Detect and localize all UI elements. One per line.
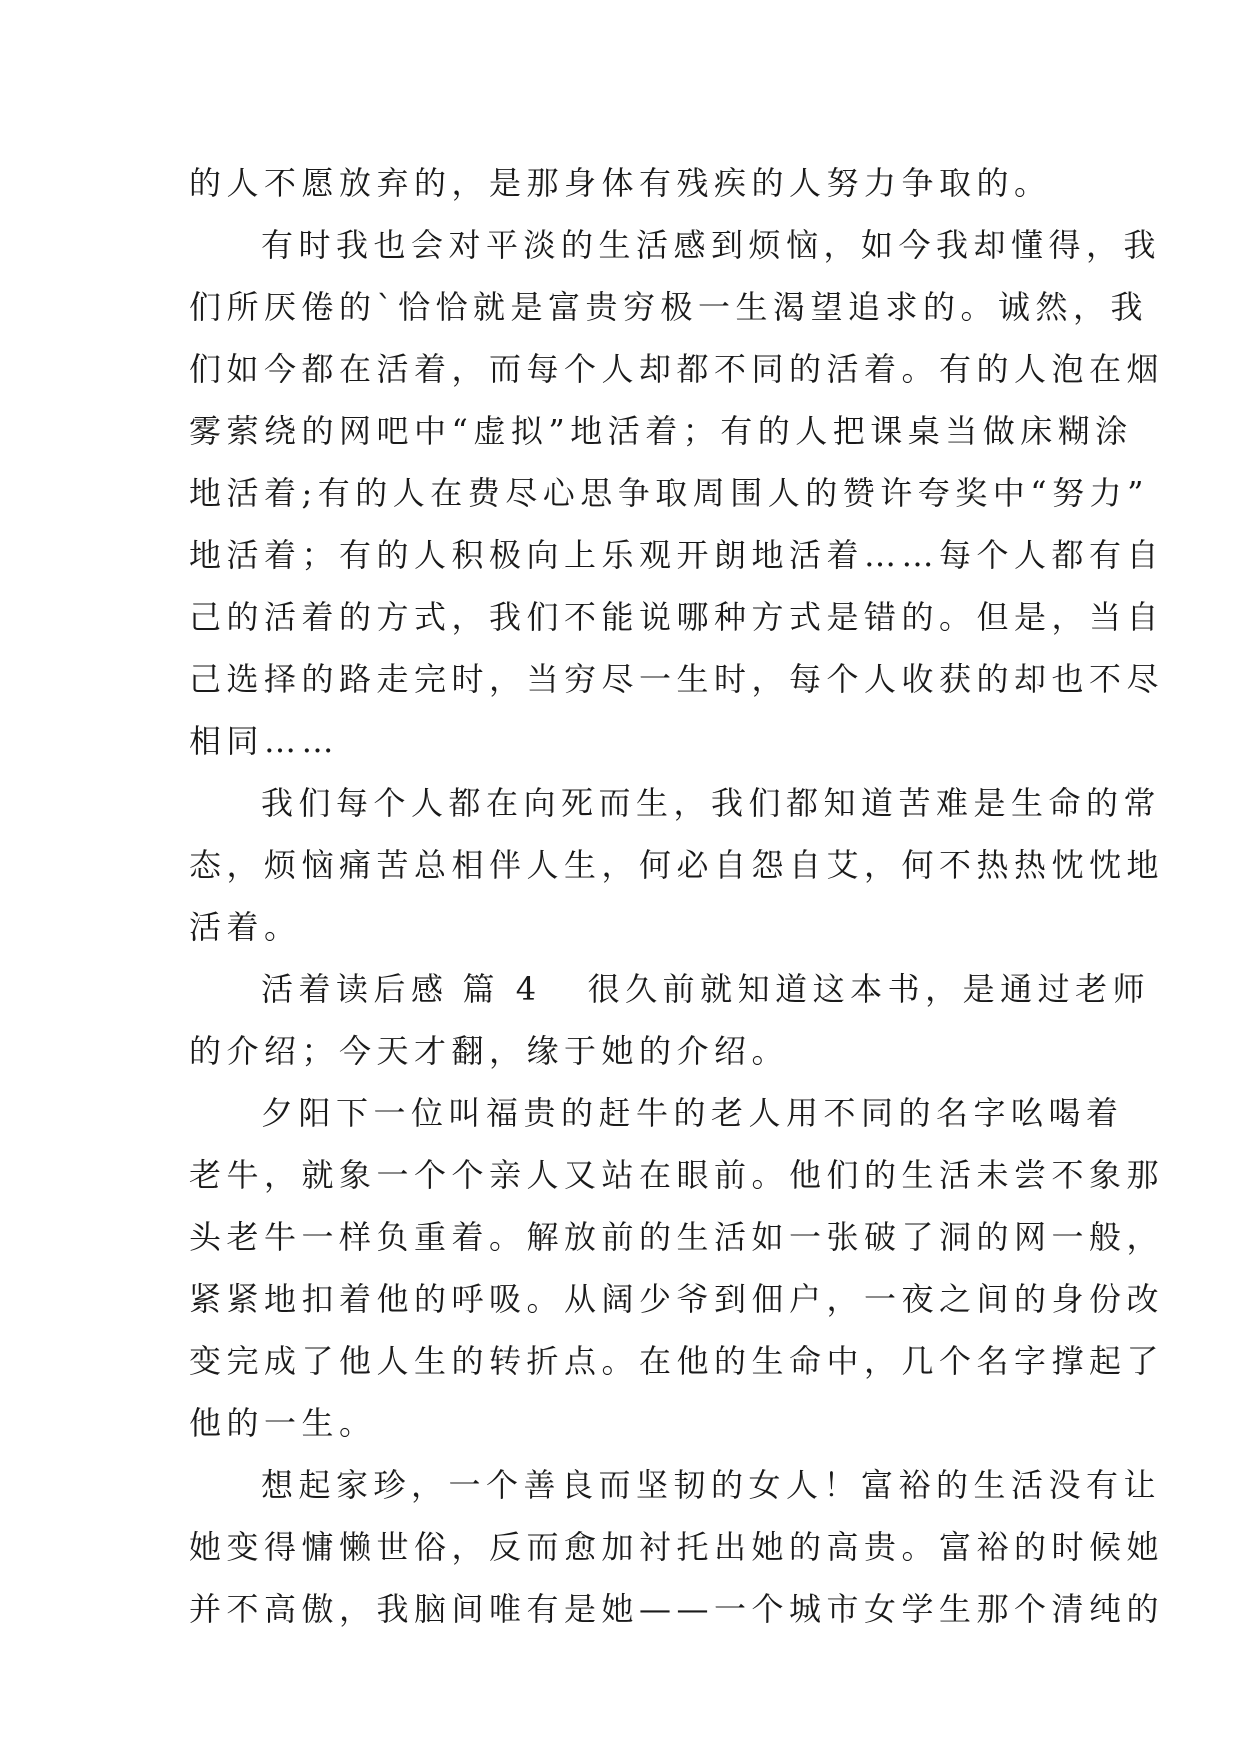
paragraph-start-line: 想起家珍，一个善良而坚韧的女人！富裕的生活没有让 (261, 1466, 1162, 1504)
text-line: 的介绍；今天才翻，缘于她的介绍。 (189, 1032, 790, 1070)
text-line: 地活着；有的人积极向上乐观开朗地活着……每个人都有自 (189, 536, 1165, 574)
text-line: 老牛，就象一个个亲人又站在眼前。他们的生活未尝不象那 (189, 1156, 1165, 1194)
section-heading-continuation: 很久前就知道这本书，是通过老师 (587, 970, 1151, 1008)
text-line: 紧紧地扣着他的呼吸。从阔少爷到佃户，一夜之间的身份改 (189, 1280, 1165, 1318)
text-line: 地活着;有的人在费尽心思争取周围人的赞许夸奖中“努力” (189, 474, 1150, 512)
text-line: 的人不愿放弃的，是那身体有残疾的人努力争取的。 (189, 164, 1052, 202)
section-heading-line (189, 958, 1151, 1020)
text-line: 相同…… (189, 722, 340, 760)
text-line: 态，烦恼痛苦总相伴人生，何必自怨自艾，何不热热忱忱地 (189, 846, 1165, 884)
text-line: 们所厌倦的`恰恰就是富贵穷极一生渴望追求的。诚然，我 (189, 288, 1149, 326)
section-heading-part: 篇 4 (462, 970, 542, 1008)
section-heading-title: 活着读后感 (261, 970, 449, 1008)
text-line: 头老牛一样负重着。解放前的生活如一张破了洞的网一般， (189, 1218, 1165, 1256)
text-line: 并不高傲，我脑间唯有是她——一个城市女学生那个清纯的 (189, 1590, 1165, 1628)
text-line: 们如今都在活着，而每个人却都不同的活着。有的人泡在烟 (189, 350, 1165, 388)
text-line: 活着。 (189, 908, 302, 946)
paragraph-start-line: 我们每个人都在向死而生，我们都知道苦难是生命的常 (261, 784, 1162, 822)
paragraph-start-line: 夕阳下一位叫福贵的赶牛的老人用不同的名字吆喝着 (261, 1094, 1124, 1132)
text-line: 雾萦绕的网吧中“虚拟”地活着；有的人把课桌当做床糊涂 (189, 412, 1133, 450)
text-line: 她变得慵懒世俗，反而愈加衬托出她的高贵。富裕的时候她 (189, 1528, 1165, 1566)
text-line: 变完成了他人生的转折点。在他的生命中，几个名字撑起了 (189, 1342, 1165, 1380)
text-line: 己的活着的方式，我们不能说哪种方式是错的。但是，当自 (189, 598, 1165, 636)
text-line: 他的一生。 (189, 1404, 377, 1442)
text-line: 己选择的路走完时，当穷尽一生时，每个人收获的却也不尽 (189, 660, 1165, 698)
document-body (189, 152, 1165, 1640)
paragraph-start-line: 有时我也会对平淡的生活感到烦恼，如今我却懂得，我 (261, 226, 1162, 264)
